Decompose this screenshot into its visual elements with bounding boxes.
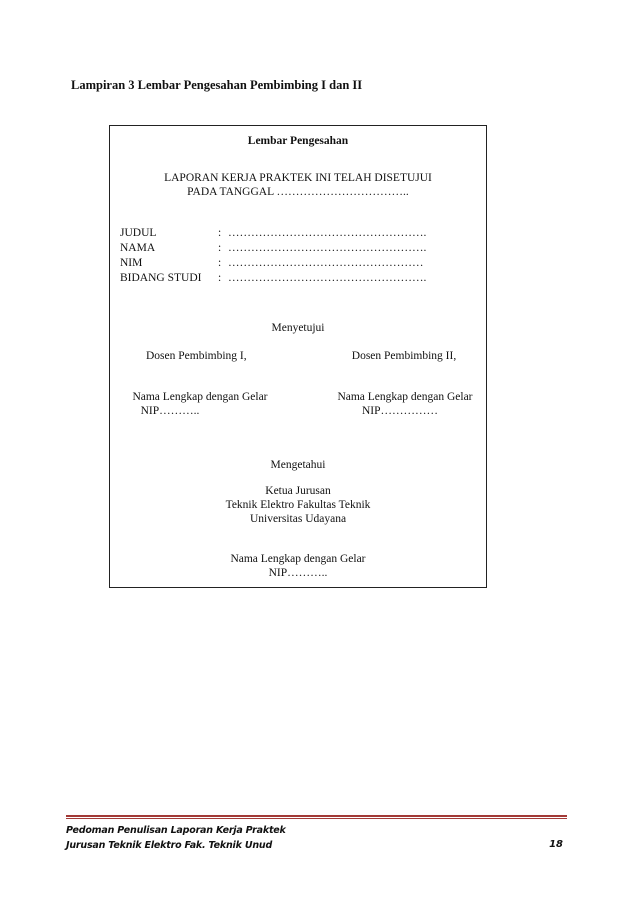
sheet-title: Lembar Pengesahan	[247, 135, 349, 147]
footer-guide-title: Pedoman Penulisan Laporan Kerja Praktek	[66, 825, 286, 836]
university-name: Universitas Udayana	[249, 513, 347, 525]
field-colon: :	[218, 257, 222, 269]
page-heading: Lampiran 3 Lembar Pengesahan Pembimbing I dan II	[71, 78, 363, 92]
footer-rule-thin	[66, 818, 567, 819]
field-value: …………………………………………….	[228, 227, 427, 239]
supervisor1-nip: NIP………..	[140, 405, 200, 417]
field-colon: :	[218, 272, 222, 284]
supervisor1-title: Dosen Pembimbing I,	[146, 350, 247, 362]
approve-label: Menyetujui	[271, 322, 325, 334]
department-name: Teknik Elektro Fakultas Teknik	[225, 499, 371, 511]
approval-sheet-box	[109, 125, 487, 588]
field-label: JUDUL	[120, 227, 157, 239]
acknowledge-label: Mengetahui	[270, 459, 326, 471]
supervisor1-name: Nama Lengkap dengan Gelar	[132, 391, 268, 403]
supervisor2-name: Nama Lengkap dengan Gelar	[337, 391, 473, 403]
approval-statement-line2: PADA TANGGAL ……………………………..	[187, 186, 409, 198]
page-number: 18	[549, 839, 563, 850]
footer-rule	[66, 815, 567, 817]
field-label: BIDANG STUDI	[120, 272, 202, 284]
supervisor2-nip: NIP……………	[361, 405, 439, 417]
footer-department: Jurusan Teknik Elektro Fak. Teknik Unud	[66, 840, 273, 851]
supervisor2-title: Dosen Pembimbing II,	[351, 350, 457, 362]
field-value: ……………………………………………	[228, 257, 424, 269]
field-colon: :	[218, 227, 222, 239]
field-value: …………………………………………….	[228, 242, 427, 254]
department-head-title: Ketua Jurusan	[265, 485, 331, 497]
department-head-name: Nama Lengkap dengan Gelar	[230, 553, 366, 565]
field-label: NAMA	[120, 242, 156, 254]
field-colon: :	[218, 242, 222, 254]
department-head-nip: NIP………..	[268, 567, 328, 579]
field-value: …………………………………………….	[228, 272, 427, 284]
field-label: NIM	[120, 257, 143, 269]
approval-statement-line1: LAPORAN KERJA PRAKTEK INI TELAH DISETUJUI	[164, 172, 432, 184]
